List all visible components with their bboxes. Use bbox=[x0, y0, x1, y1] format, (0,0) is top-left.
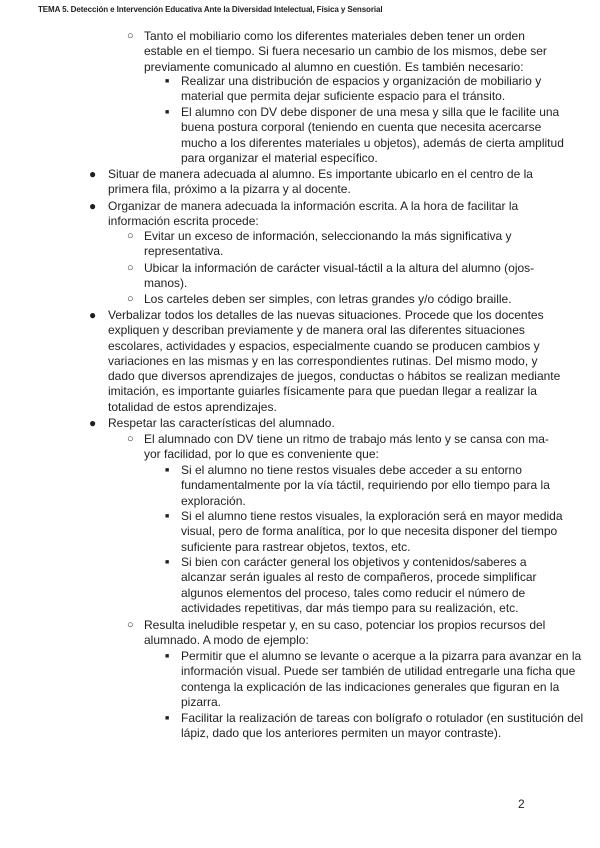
list-item bbox=[165, 463, 581, 509]
list-item-text: El alumno con DV debe disponer de una mesa y silla que le facilite una buena postura corporal (teniendo en cuenta que necesita acercarse mucho a los diferentes materiales u objetos), además de cierta amplitud para organizar el material específico. bbox=[181, 105, 564, 165]
list-item-text: Permitir que el alumno se levante o acerque a la pizarra para avanzar en la información visual. Puede ser también de utilidad entregarle una ficha que contenga la explicación de las indicaciones generales que figuran en la pizarra. bbox=[181, 649, 582, 709]
list-item-text: Facilitar la realización de tareas con bolígrafo o rotulador (en sustitución del lápiz, dado que los anteriores permiten un mayor contraste). bbox=[181, 711, 584, 741]
list-item-text: El alumnado con DV tiene un ritmo de trabajo más lento y se cansa con ma-yor facilidad, por lo que es conveniente que: bbox=[144, 432, 549, 462]
list-item bbox=[165, 555, 564, 616]
list-item-text: Si el alumno no tiene restos visuales debe acceder a su entorno fundamentalmente por la vía táctil, requiriendo por ello tiempo para la exploración. bbox=[181, 463, 550, 508]
list-item-text: Ubicar la información de carácter visual-táctil a la altura del alumno (ojos-manos). bbox=[144, 261, 535, 291]
square-bullet: ■ bbox=[165, 715, 170, 722]
list-item-text: Evitar un exceso de información, seleccionando la más significativa y representativa. bbox=[144, 229, 512, 259]
list-item-text: Si bien con carácter general los objetivos y contenidos/saberes a alcanzar serán iguales al resto de compañeros, procede simplificar algunos elementos del proceso, tales como reducir el número de actividades repetitivas, dar más tiempo para su realización, etc. bbox=[181, 555, 537, 615]
list-item bbox=[127, 261, 564, 292]
hollow-circle-bullet: ○ bbox=[127, 262, 134, 274]
page-number: 2 bbox=[518, 797, 525, 811]
square-bullet: ■ bbox=[165, 467, 170, 474]
list-item bbox=[89, 199, 564, 230]
list-item bbox=[165, 509, 581, 555]
list-item bbox=[89, 308, 564, 415]
list-item-text: Situar de manera adecuada al alumno. Es importante ubicarlo en el centro de la primera fila, próximo a la pizarra y al docente. bbox=[108, 167, 533, 197]
list-item-text: Realizar una distribución de espacios y organización de mobiliario y material que permita dejar suficiente espacio para el tránsito. bbox=[181, 74, 542, 104]
filled-circle-bullet: ● bbox=[89, 199, 97, 213]
list-item-text: Si el alumno tiene restos visuales, la exploración será en mayor medida visual, pero de forma analítica, por lo que necesita disponer del tiempo suficiente para rastrear objetos, textos, etc. bbox=[181, 509, 563, 554]
filled-circle-bullet: ● bbox=[89, 416, 97, 430]
list-item-text: Verbalizar todos los detalles de las nuevas situaciones. Procede que los docentes expliquen y describan previamente y de manera oral las diferentes situaciones escolares, actividades y espacios, especialmente cuando se producen cambios y variaciones en las mismas y en las correspondientes rutinas. Del mismo modo, y dado que diversos aprendizajes de juegos, conductas o hábitos se realizan mediante imitación, es importante guiarles físicamente para que puedan llegar a realizar la totalidad de estos aprendizajes. bbox=[108, 308, 561, 414]
square-bullet: ■ bbox=[165, 513, 170, 520]
filled-circle-bullet: ● bbox=[89, 308, 97, 322]
list-item-text: Tanto el mobiliario como los diferentes materiales deben tener un orden estable en el tiempo. Si fuera necesario un cambio de los mismos, debe ser previamente comunicado al alumno en cuestión. Es también necesario: bbox=[144, 29, 547, 74]
list-item bbox=[89, 416, 564, 431]
list-item bbox=[165, 711, 586, 742]
square-bullet: ■ bbox=[165, 109, 170, 116]
list-item bbox=[165, 74, 564, 105]
hollow-circle-bullet: ○ bbox=[127, 433, 134, 445]
list-item bbox=[165, 649, 586, 710]
list-item-text: Organizar de manera adecuada la información escrita. A la hora de facilitar la información escrita procede: bbox=[108, 199, 519, 229]
square-bullet: ■ bbox=[165, 559, 170, 566]
list-item-text: Resulta ineludible respetar y, en su caso, potenciar los propios recursos del alumnado. A modo de ejemplo: bbox=[144, 618, 546, 648]
list-item bbox=[127, 229, 564, 260]
list-item bbox=[127, 432, 564, 463]
document-header: TEMA 5. Detección e Intervención Educativa Ante la Diversidad Intelectual, Física y Sensorial bbox=[38, 5, 383, 14]
hollow-circle-bullet: ○ bbox=[127, 30, 134, 42]
list-item-text: Respetar las características del alumnado. bbox=[108, 416, 335, 430]
list-item bbox=[165, 105, 564, 166]
hollow-circle-bullet: ○ bbox=[127, 230, 134, 242]
list-item bbox=[127, 29, 564, 75]
filled-circle-bullet: ● bbox=[89, 167, 97, 181]
square-bullet: ■ bbox=[165, 653, 170, 660]
hollow-circle-bullet: ○ bbox=[127, 293, 134, 305]
square-bullet: ■ bbox=[165, 78, 170, 85]
list-item bbox=[89, 167, 564, 198]
list-item bbox=[127, 292, 564, 307]
list-item-text: Los carteles deben ser simples, con letras grandes y/o código braille. bbox=[144, 292, 512, 306]
hollow-circle-bullet: ○ bbox=[127, 619, 134, 631]
list-item bbox=[127, 618, 564, 649]
